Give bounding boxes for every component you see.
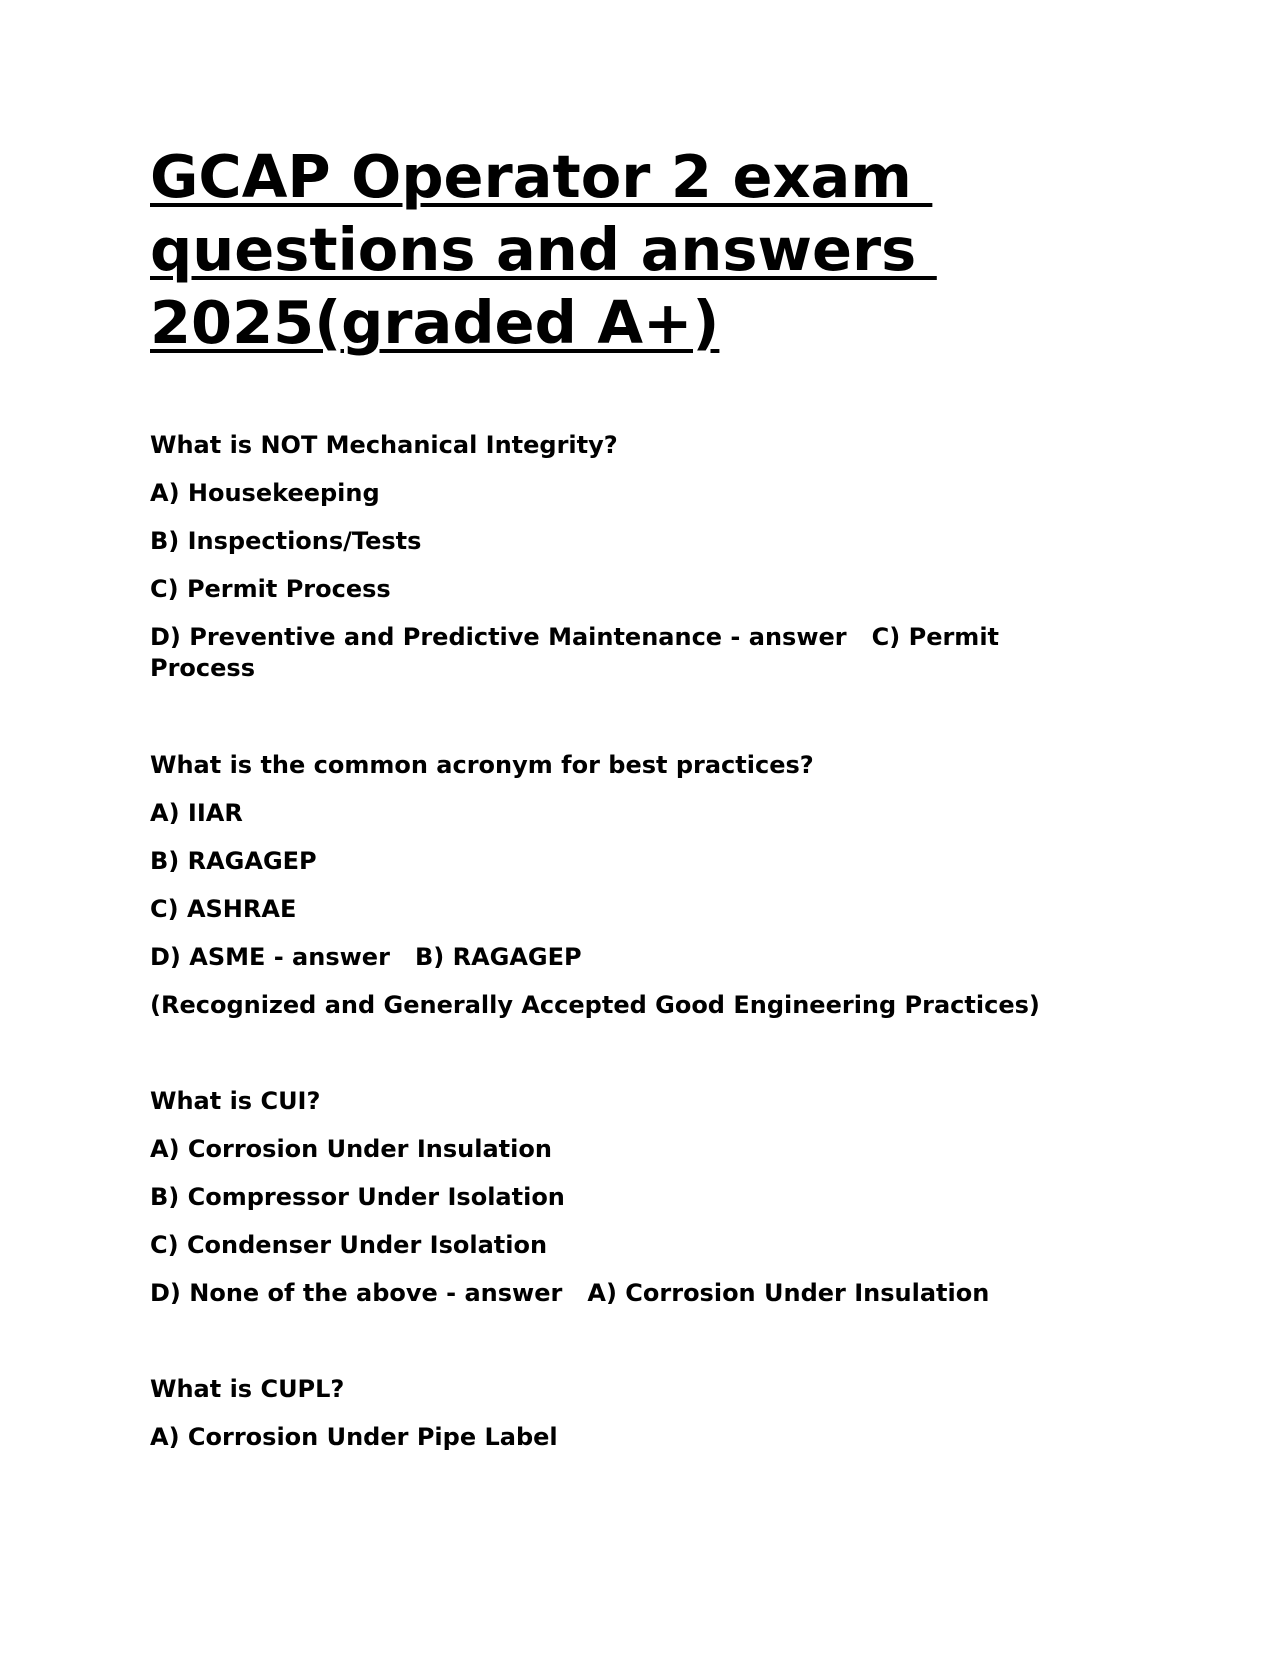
answer-option: B) RAGAGEP — [150, 847, 317, 875]
answer-option: C) Permit Process — [150, 575, 391, 603]
question-text: What is CUPL? — [150, 1375, 345, 1403]
question-text: What is the common acronym for best practices? — [150, 751, 814, 779]
question-text: What is CUI? — [150, 1087, 321, 1115]
answer-option: A) Housekeeping — [150, 479, 380, 507]
document-page — [150, 140, 1110, 1451]
answer-option: D) None of the above - answer A) Corrosion Under Insulation — [150, 1279, 990, 1307]
answer-option: A) Corrosion Under Pipe Label — [150, 1423, 558, 1451]
question-block-1 — [150, 430, 1050, 684]
question-block-3 — [150, 1086, 1110, 1309]
question-block-4 — [150, 1374, 1110, 1453]
question-text: What is NOT Mechanical Integrity? — [150, 431, 618, 459]
title-line: GCAP Operator 2 exam — [150, 142, 933, 211]
answer-option: B) Compressor Under Isolation — [150, 1183, 565, 1211]
answer-option: B) Inspections/Tests — [150, 527, 422, 555]
answer-explanation: (Recognized and Generally Accepted Good Engineering Practices) — [150, 991, 1040, 1019]
answer-option: A) Corrosion Under Insulation — [150, 1135, 552, 1163]
answer-option: A) IIAR — [150, 799, 243, 827]
title-line: 2025(graded A+) — [150, 288, 720, 357]
answer-option: C) ASHRAE — [150, 895, 297, 923]
answer-option: D) ASME - answer B) RAGAGEP — [150, 943, 582, 971]
answer-option: C) Condenser Under Isolation — [150, 1231, 548, 1259]
answer-option: D) Preventive and Predictive Maintenance - answer C) Permit Process — [150, 623, 1008, 682]
title-line: questions and answers — [150, 215, 937, 284]
document-title — [150, 140, 1110, 359]
question-block-2 — [150, 750, 1110, 1021]
